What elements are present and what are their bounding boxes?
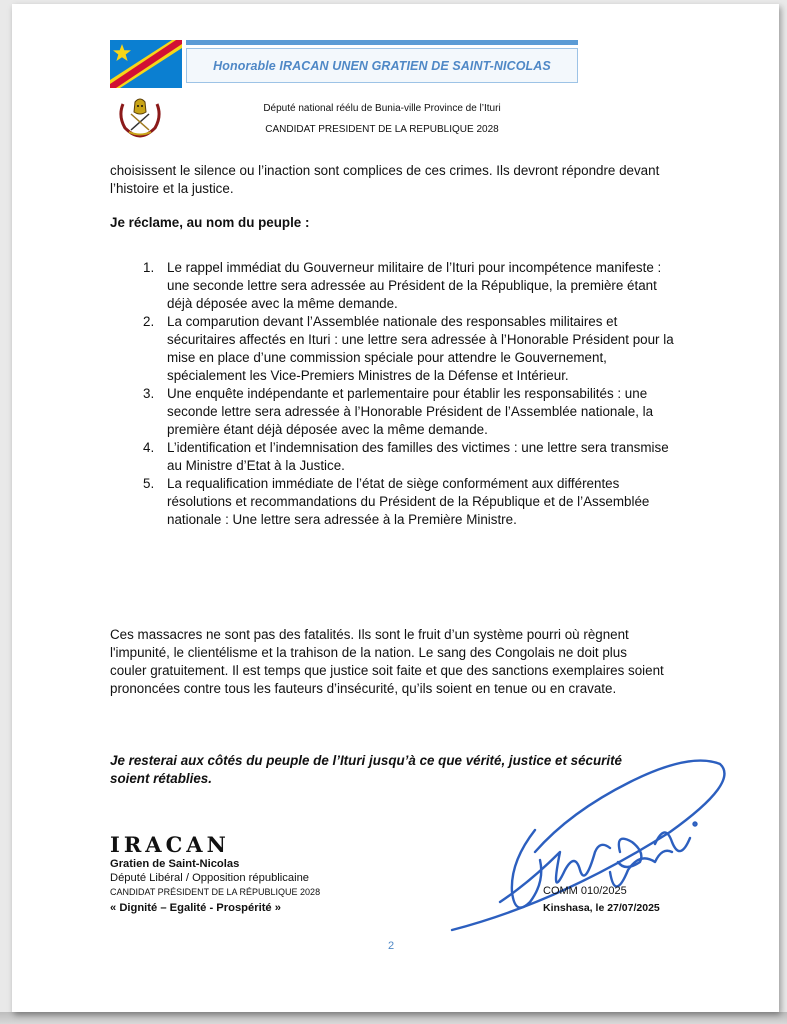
- demand-text: La comparution devant l’Assemblée nationale des responsables militaires et sécuritaires affectés en Ituri : une lettre sera adressée à l’Honorable Président pour la mise en place d’une commission spéciale pour attendre le Gouvernement, spécialement les Vice-Premiers Ministres de la Défense et Intérieur.: [167, 314, 674, 383]
- drc-flag-icon: [110, 40, 182, 88]
- demand-text: Une enquête indépendante et parlementaire pour établir les responsabilités : une seconde lettre sera adressée à l’Honorable Président de l’Assemblée nationale, la première étant déjà déposée avec la même demande.: [167, 386, 654, 437]
- demands-heading: Je réclame, au nom du peuple :: [110, 215, 310, 230]
- demand-number: 1.: [143, 260, 155, 275]
- paragraph-commitment: Je resterai aux côtés du peuple de l’Ituri jusqu’à ce que vérité, justice et sécurité soient rétablies.: [110, 753, 623, 786]
- demand-item: [130, 313, 675, 385]
- signatory-fullname: Gratien de Saint-Nicolas: [110, 858, 240, 870]
- header-banner: [186, 48, 578, 83]
- demand-number: 4.: [143, 440, 155, 455]
- demand-text: Le rappel immédiat du Gouverneur militaire de l’Ituri pour incompétence manifeste : une seconde lettre sera adressée au Président de la République, la première étant déjà déposée avec la même demande.: [167, 260, 662, 311]
- demands-list: [130, 259, 675, 529]
- demand-number: 3.: [143, 386, 155, 401]
- signatory-candidacy: CANDIDAT PRÉSIDENT DE LA RÉPUBLIQUE 2028: [110, 887, 321, 897]
- demand-number: 5.: [143, 476, 155, 491]
- demand-item: [130, 439, 675, 475]
- demand-text: La requalification immédiate de l’état de siège conformément aux différentes résolutions et recommandations du Président de la République et de l’Assemblée nationale : Une lettre sera adressée à la Première Ministre.: [167, 476, 650, 527]
- demand-text: L’identification et l’indemnisation des familles des victimes : une lettre sera transmise au Ministre d’Etat à la Justice.: [167, 440, 669, 473]
- header-title: Honorable IRACAN UNEN GRATIEN DE SAINT-NICOLAS: [213, 58, 551, 73]
- page-number: 2: [388, 940, 395, 952]
- signatory-name: IRACAN: [110, 832, 230, 857]
- demand-item: [130, 475, 675, 529]
- communique-reference: COMM 010/2025: [543, 885, 627, 897]
- demand-number: 2.: [143, 314, 155, 329]
- coat-of-arms-icon: [115, 96, 165, 138]
- header-subtitle-deputy: Député national réélu de Bunia-ville Province de l’Ituri: [263, 103, 501, 114]
- page-bottom-shadow: [0, 1012, 787, 1024]
- place-and-date: Kinshasa, le 27/07/2025: [543, 902, 660, 914]
- signatory-party: Député Libéral / Opposition républicaine: [110, 872, 310, 884]
- demand-item: [130, 385, 675, 439]
- signatory-motto: « Dignité – Egalité - Prospérité »: [110, 902, 281, 914]
- paragraph-condemnation: Ces massacres ne sont pas des fatalités. Ils sont le fruit d’un système pourri où règnent l'impunité, le clientélisme et la trahison de la nation. Le sang des Congolais ne doit plus couler gratuitement. Il est temps que justice soit faite et que des sanctions exemplaires soient prononcées contre tous les fauteurs d’insécurité, qu’ils soient en tenue ou en cravate.: [110, 627, 664, 696]
- demand-item: [130, 259, 675, 313]
- paragraph-intro: choisissent le silence ou l’inaction sont complices de ces crimes. Ils devront répondre devant l’histoire et la justice.: [110, 163, 660, 196]
- header-subtitle-candidate: CANDIDAT PRESIDENT DE LA REPUBLIQUE 2028: [265, 124, 499, 135]
- header-accent-bar: [186, 40, 578, 45]
